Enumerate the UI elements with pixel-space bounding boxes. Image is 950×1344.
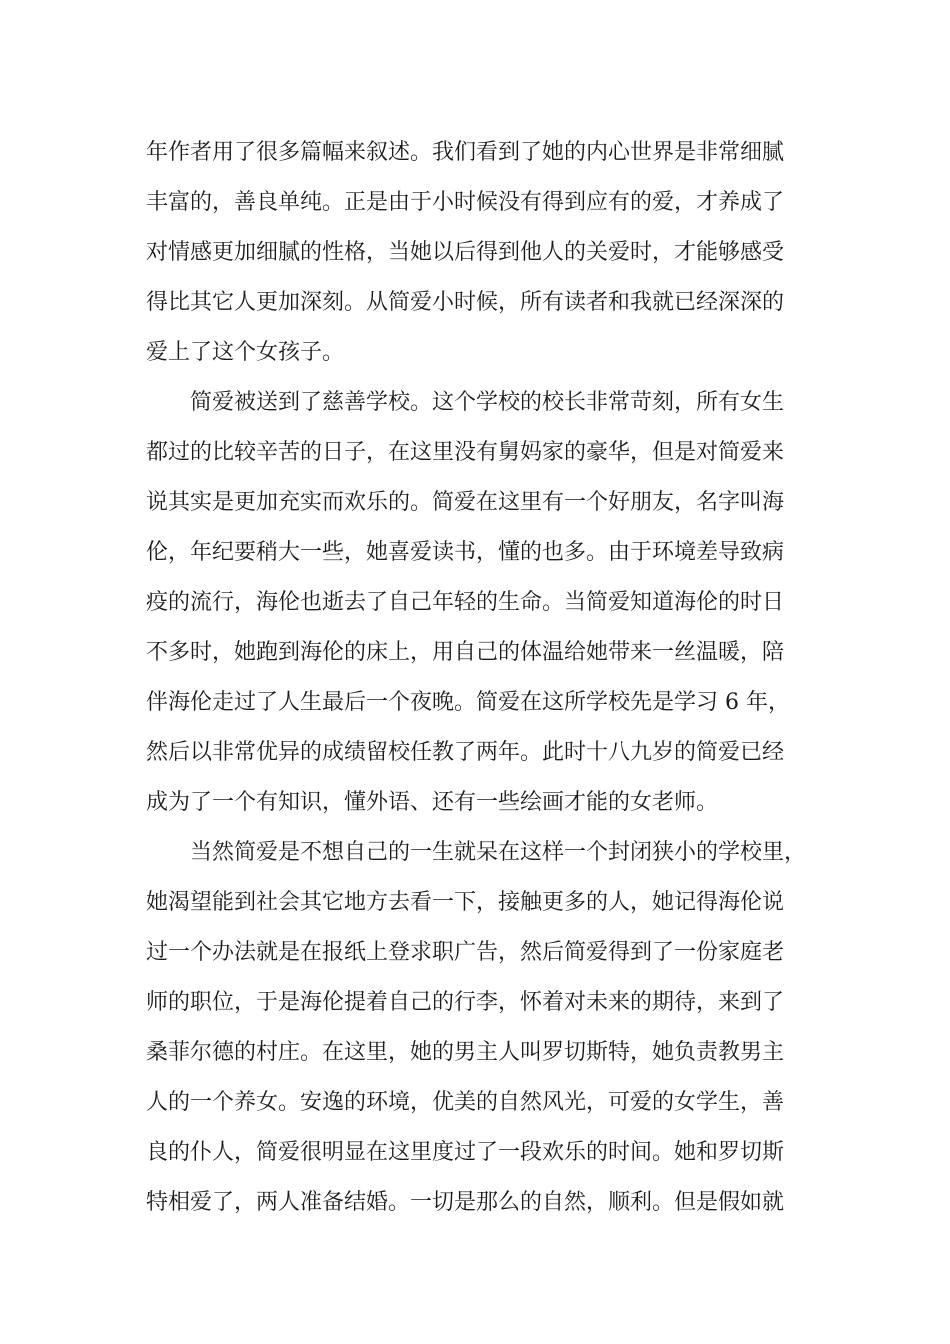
paragraph-start-line: 当然简爱是不想自己的一生就呆在这样一个封闭狭小的学校里， [190,840,807,865]
text-line: 人的一个养女。安逸的环境，优美的自然风光，可爱的女学生，善 [146,1090,785,1115]
text-line: 伴海伦走过了人生最后一个夜晚。简爱在这所学校先是学习 6 年， [146,690,790,715]
text-line: 然后以非常优异的成绩留校任教了两年。此时十八九岁的简爱已经 [146,740,785,765]
text-line: 得比其它人更加深刻。从简爱小时候，所有读者和我就已经深深的 [146,290,785,315]
paragraph-start-line: 简爱被送到了慈善学校。这个学校的校长非常苛刻，所有女生 [190,390,785,415]
text-line: 说其实是更加充实而欢乐的。简爱在这里有一个好朋友，名字叫海 [146,490,785,515]
text-line: 她渴望能到社会其它地方去看一下，接触更多的人，她记得海伦说 [146,890,785,915]
text-line: 疫的流行，海伦也逝去了自己年轻的生命。当简爱知道海伦的时日 [146,590,785,615]
text-line: 都过的比较辛苦的日子，在这里没有舅妈家的豪华，但是对简爱来 [146,440,785,465]
text-line: 良的仆人，简爱很明显在这里度过了一段欢乐的时间。她和罗切斯 [146,1140,785,1165]
text-line: 师的职位，于是海伦提着自己的行李，怀着对未来的期待，来到了 [146,990,785,1015]
body-text [146,128,826,1228]
text-line: 不多时，她跑到海伦的床上，用自己的体温给她带来一丝温暖，陪 [146,640,785,665]
text-line: 丰富的，善良单纯。正是由于小时候没有得到应有的爱，才养成了 [146,190,785,215]
text-line: 桑菲尔德的村庄。在这里，她的男主人叫罗切斯特，她负责教男主 [146,1040,785,1065]
text-line: 伦，年纪要稍大一些，她喜爱读书，懂的也多。由于环境差导致病 [146,540,785,565]
text-line: 对情感更加细腻的性格，当她以后得到他人的关爱时，才能够感受 [146,240,785,265]
text-line: 年作者用了很多篇幅来叙述。我们看到了她的内心世界是非常细腻 [146,140,785,165]
text-line: 爱上了这个女孩子。 [146,340,345,365]
text-line: 特相爱了，两人准备结婚。一切是那么的自然，顺利。但是假如就 [146,1190,785,1215]
text-line: 过一个办法就是在报纸上登求职广告，然后简爱得到了一份家庭老 [146,940,785,965]
text-line: 成为了一个有知识，懂外语、还有一些绘画才能的女老师。 [146,790,719,815]
